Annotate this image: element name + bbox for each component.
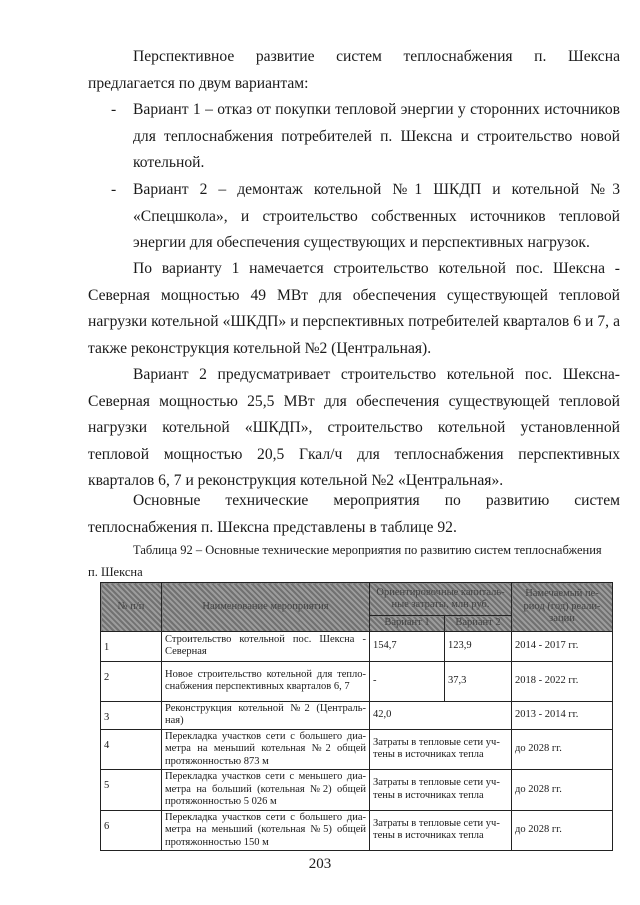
row-name: Перекладка участков сети с меньшего диа-метра на больший (котельная №2) общей протяжонностью 5 026 м (162, 770, 370, 811)
row-name: Строительство котельной пос. Шексна - Северная (162, 631, 370, 661)
intro-paragraph: Перспективное развитие систем теплоснабжения п. Шексна предлагается по двум вариантам: (88, 48, 620, 92)
row-period: до 2028 гг. (512, 770, 613, 811)
table-row (101, 661, 613, 701)
row-num: 2 (101, 661, 162, 701)
header-variant-1: Вариант 1 (370, 616, 445, 632)
header-cost: Ориентировочные капиталь-ные затраты, млн руб. (370, 583, 512, 616)
row-period: 2014 - 2017 гг. (512, 631, 613, 661)
bullet-variant-2-text: Вариант 2 – демонтаж котельной №1 ШКДП и котельной №3 «Спецшкола», и строительство собственных источников тепловой энергии для обеспечения существующих и перспективных нагрузок. (133, 181, 620, 251)
row-num: 3 (101, 701, 162, 729)
table-header-row (101, 583, 613, 616)
bullet-variant-1-text: Вариант 1 – отказ от покупки тепловой энергии у сторонних источников для теплоснабжения потребителей п. Шексна и строительство новой котельной. (133, 101, 620, 171)
table-caption-line-2: п. Шексна (88, 565, 143, 579)
table-intro-paragraph: Основные технические мероприятия по развитию систем теплоснабжения п. Шексна представлены в таблице 92. (88, 492, 620, 536)
header-num: № п/п (101, 583, 162, 632)
row-period: до 2028 гг. (512, 810, 613, 851)
row-num: 4 (101, 729, 162, 770)
row-period: 2013 - 2014 гг. (512, 701, 613, 729)
header-name: Наименование мероприятия (162, 583, 370, 632)
bullet-dash: - (111, 101, 117, 118)
row-num: 5 (101, 770, 162, 811)
row-num: 6 (101, 810, 162, 851)
header-variant-2: Вариант 2 (445, 616, 512, 632)
row-merged-cost: Затраты в тепловые сети уч-тены в источниках тепла (370, 770, 512, 811)
bullet-variant-2 (111, 177, 620, 257)
table-row (101, 729, 613, 770)
row-variant-2-cost: 37,3 (445, 661, 512, 701)
row-period: до 2028 гг. (512, 729, 613, 770)
table-row (101, 631, 613, 661)
bullet-dash: - (111, 181, 117, 198)
row-period: 2018 - 2022 гг. (512, 661, 613, 701)
row-variant-2-cost: 123,9 (445, 631, 512, 661)
table-row (101, 770, 613, 811)
row-merged-cost: Затраты в тепловые сети уч-тены в источниках тепла (370, 810, 512, 851)
table-caption-line-1: Таблица 92 – Основные технические мероприятия по развитию систем теплоснабжения (133, 543, 602, 557)
row-variant-1-cost: 154,7 (370, 631, 445, 661)
row-name: Перекладка участков сети с большего диа-метра на меньший котельная №2 общей протяжонностью 873 м (162, 729, 370, 770)
row-name: Перекладка участков сети с большего диа-метра на меньший (котельная №5) общей протяжонностью 150 м (162, 810, 370, 851)
row-name: Реконструкция котельной №2 (Централь-ная) (162, 701, 370, 729)
table-caption (88, 539, 620, 583)
page-number: 203 (308, 856, 332, 872)
row-num: 1 (101, 631, 162, 661)
table-row (101, 701, 613, 729)
variant-2-paragraph: Вариант 2 предусматривает строительство котельной пос. Шексна-Северная мощностью 25,5 МВт для обеспечения существующей тепловой нагрузки котельной «ШКДП», строительство котельной установленной тепловой мощностью 20,5 Гкал/ч для теплоснабжения перспективных кварталов 6, 7 и реконструкция котельной №2 «Центральная». (88, 366, 620, 489)
row-merged-cost: Затраты в тепловые сети уч-тены в источниках тепла (370, 729, 512, 770)
table-row (101, 810, 613, 851)
table-92 (100, 582, 613, 851)
row-variant-1-cost: - (370, 661, 445, 701)
header-period: Намечаемый пе-риод (год) реали-зации (512, 583, 613, 632)
row-name: Новое строительство котельной для тепло-снабжения перспективных кварталов 6, 7 (162, 661, 370, 701)
variant-1-paragraph: По варианту 1 намечается строительство котельной пос. Шексна - Северная мощностью 49 МВт для обеспечения существующей тепловой нагрузки котельной «ШКДП» и перспективных потребителей кварталов 6 и 7, а также реконструкция котельной №2 (Центральная). (88, 260, 620, 357)
bullet-variant-1 (111, 97, 620, 177)
row-merged-cost: 42,0 (370, 701, 512, 729)
